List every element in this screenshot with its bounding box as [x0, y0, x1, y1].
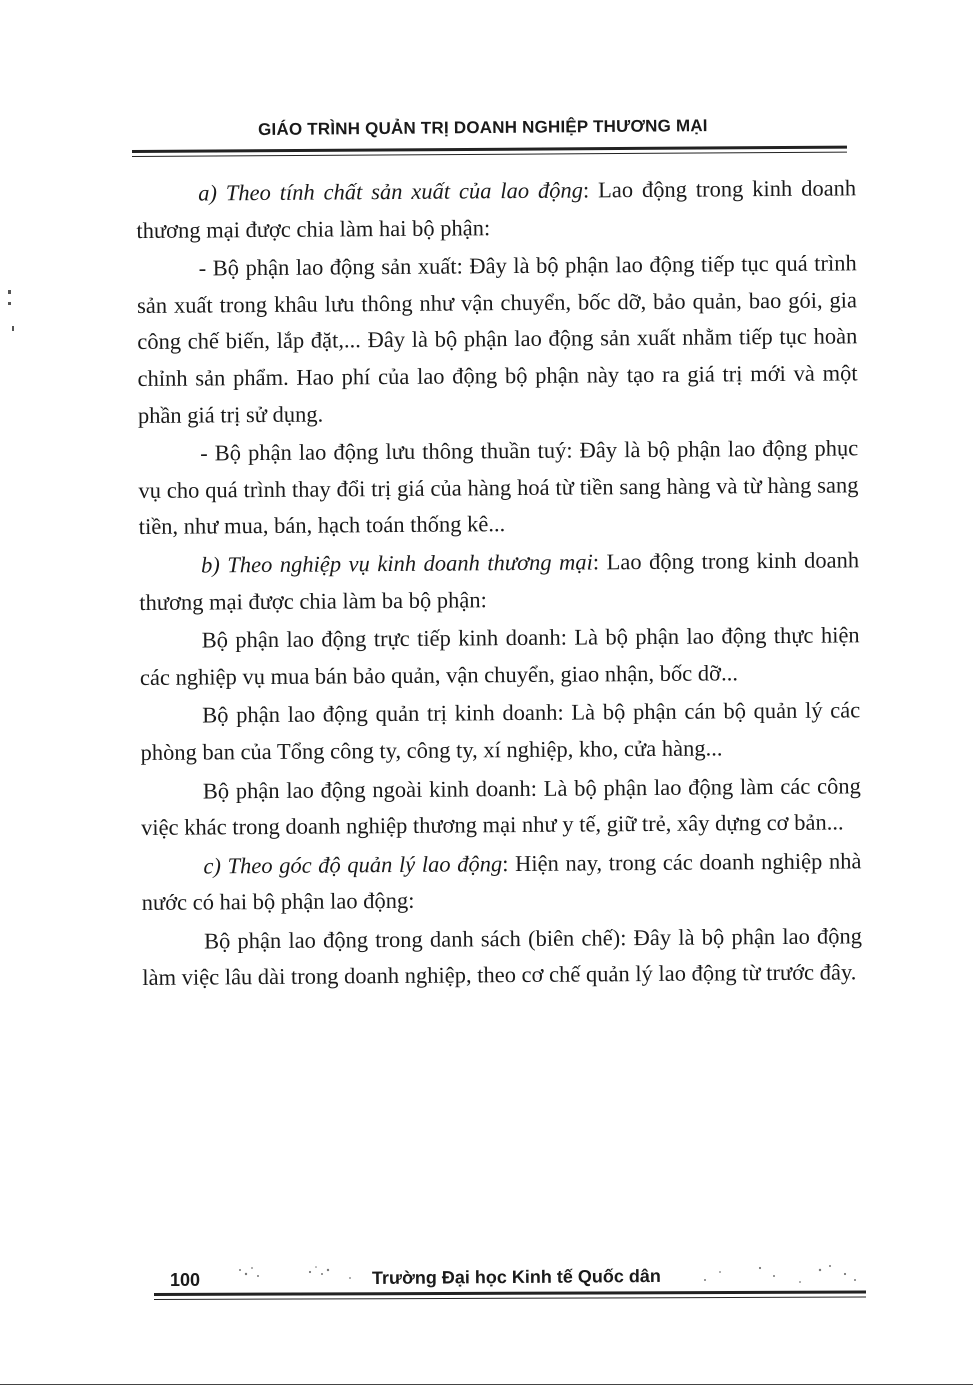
scan-edge-line	[0, 1384, 973, 1385]
section-a-intro: : Lao động trong kinh doanh thương mại được chia làm hai bộ phận:	[136, 175, 857, 243]
paragraph-b-item-2: Bộ phận lao động quản trị kinh doanh: Là bộ phận cán bộ quản lý các phòng ban của Tổng công ty, công ty, xí nghiệp, kho, cửa hàng...	[140, 697, 861, 765]
body-text	[136, 170, 862, 997]
paragraph-a-item-2: - Bộ phận lao động lưu thông thuần tuý: Đây là bộ phận lao động phục vụ cho quá trình thay đổi trị giá của hàng hoá từ tiền sang hàng và từ hàng sang tiền, như mua, bán, hạch toán thống kê...	[138, 435, 859, 540]
footer-university-name: Trường Đại học Kinh tế Quốc dân	[371, 1265, 661, 1288]
paragraph-section-a	[136, 170, 857, 249]
scan-margin-mark	[8, 302, 11, 305]
paragraph-section-c	[141, 843, 862, 922]
section-b-intro: : Lao động trong kinh doanh thương mại được chia làm ba bộ phận:	[139, 547, 860, 615]
paragraph-b-item-3: Bộ phận lao động ngoài kinh doanh: Là bộ phận lao động làm các công việc khác trong doanh nghiệp thương mại như y tế, giữ trẻ, xây dựng cơ bản...	[141, 772, 861, 841]
section-b-heading: b) Theo nghiệp vụ kinh doanh thương mại	[200, 549, 593, 578]
scan-margin-mark	[12, 326, 14, 331]
section-c-intro: : Hiện nay, trong các doanh nghiệp nhà nước có hai bộ phận lao động:	[141, 848, 862, 916]
section-a-heading: a) Theo tính chất sản xuất của lao động	[198, 177, 584, 206]
footer-rule-thick	[154, 1291, 866, 1296]
scan-margin-mark	[8, 290, 11, 294]
paragraph-section-b	[139, 542, 860, 621]
footer-rule-thin	[154, 1297, 866, 1300]
page-number: 100	[170, 1270, 201, 1290]
paragraph-c-item-1: Bộ phận lao động trong danh sách (biên chế): Đây là bộ phận lao động làm việc lâu dài trong doanh nghiệp, theo cơ chế quản lý lao động từ trước đây.	[142, 923, 863, 991]
paragraph-b-item-1: Bộ phận lao động trực tiếp kinh doanh: Là bộ phận lao động thực hiện các nghiệp vụ mua bán bảo quản, vận chuyển, giao nhận, bốc dỡ...	[139, 622, 860, 690]
header-rule-thin	[132, 152, 847, 157]
running-header-title: GIÁO TRÌNH QUẢN TRỊ DOANH NGHIỆP THƯƠNG MẠI	[258, 116, 708, 139]
paragraph-a-item-1: - Bộ phận lao động sản xuất: Đây là bộ phận lao động tiếp tục quá trình sản xuất trong khâu lưu thông như vận chuyển, bốc dỡ, bảo quản, bao gói, gia công chế biến, lắp đặt,... Đây là bộ phận lao động sản xuất nhằm tiếp tục hoàn chỉnh sản phẩm. Hao phí của lao động bộ phận này tạo ra giá trị mới và một phần giá trị sử dụng.	[136, 250, 858, 428]
section-c-heading: c) Theo góc độ quản lý lao động	[203, 850, 503, 879]
